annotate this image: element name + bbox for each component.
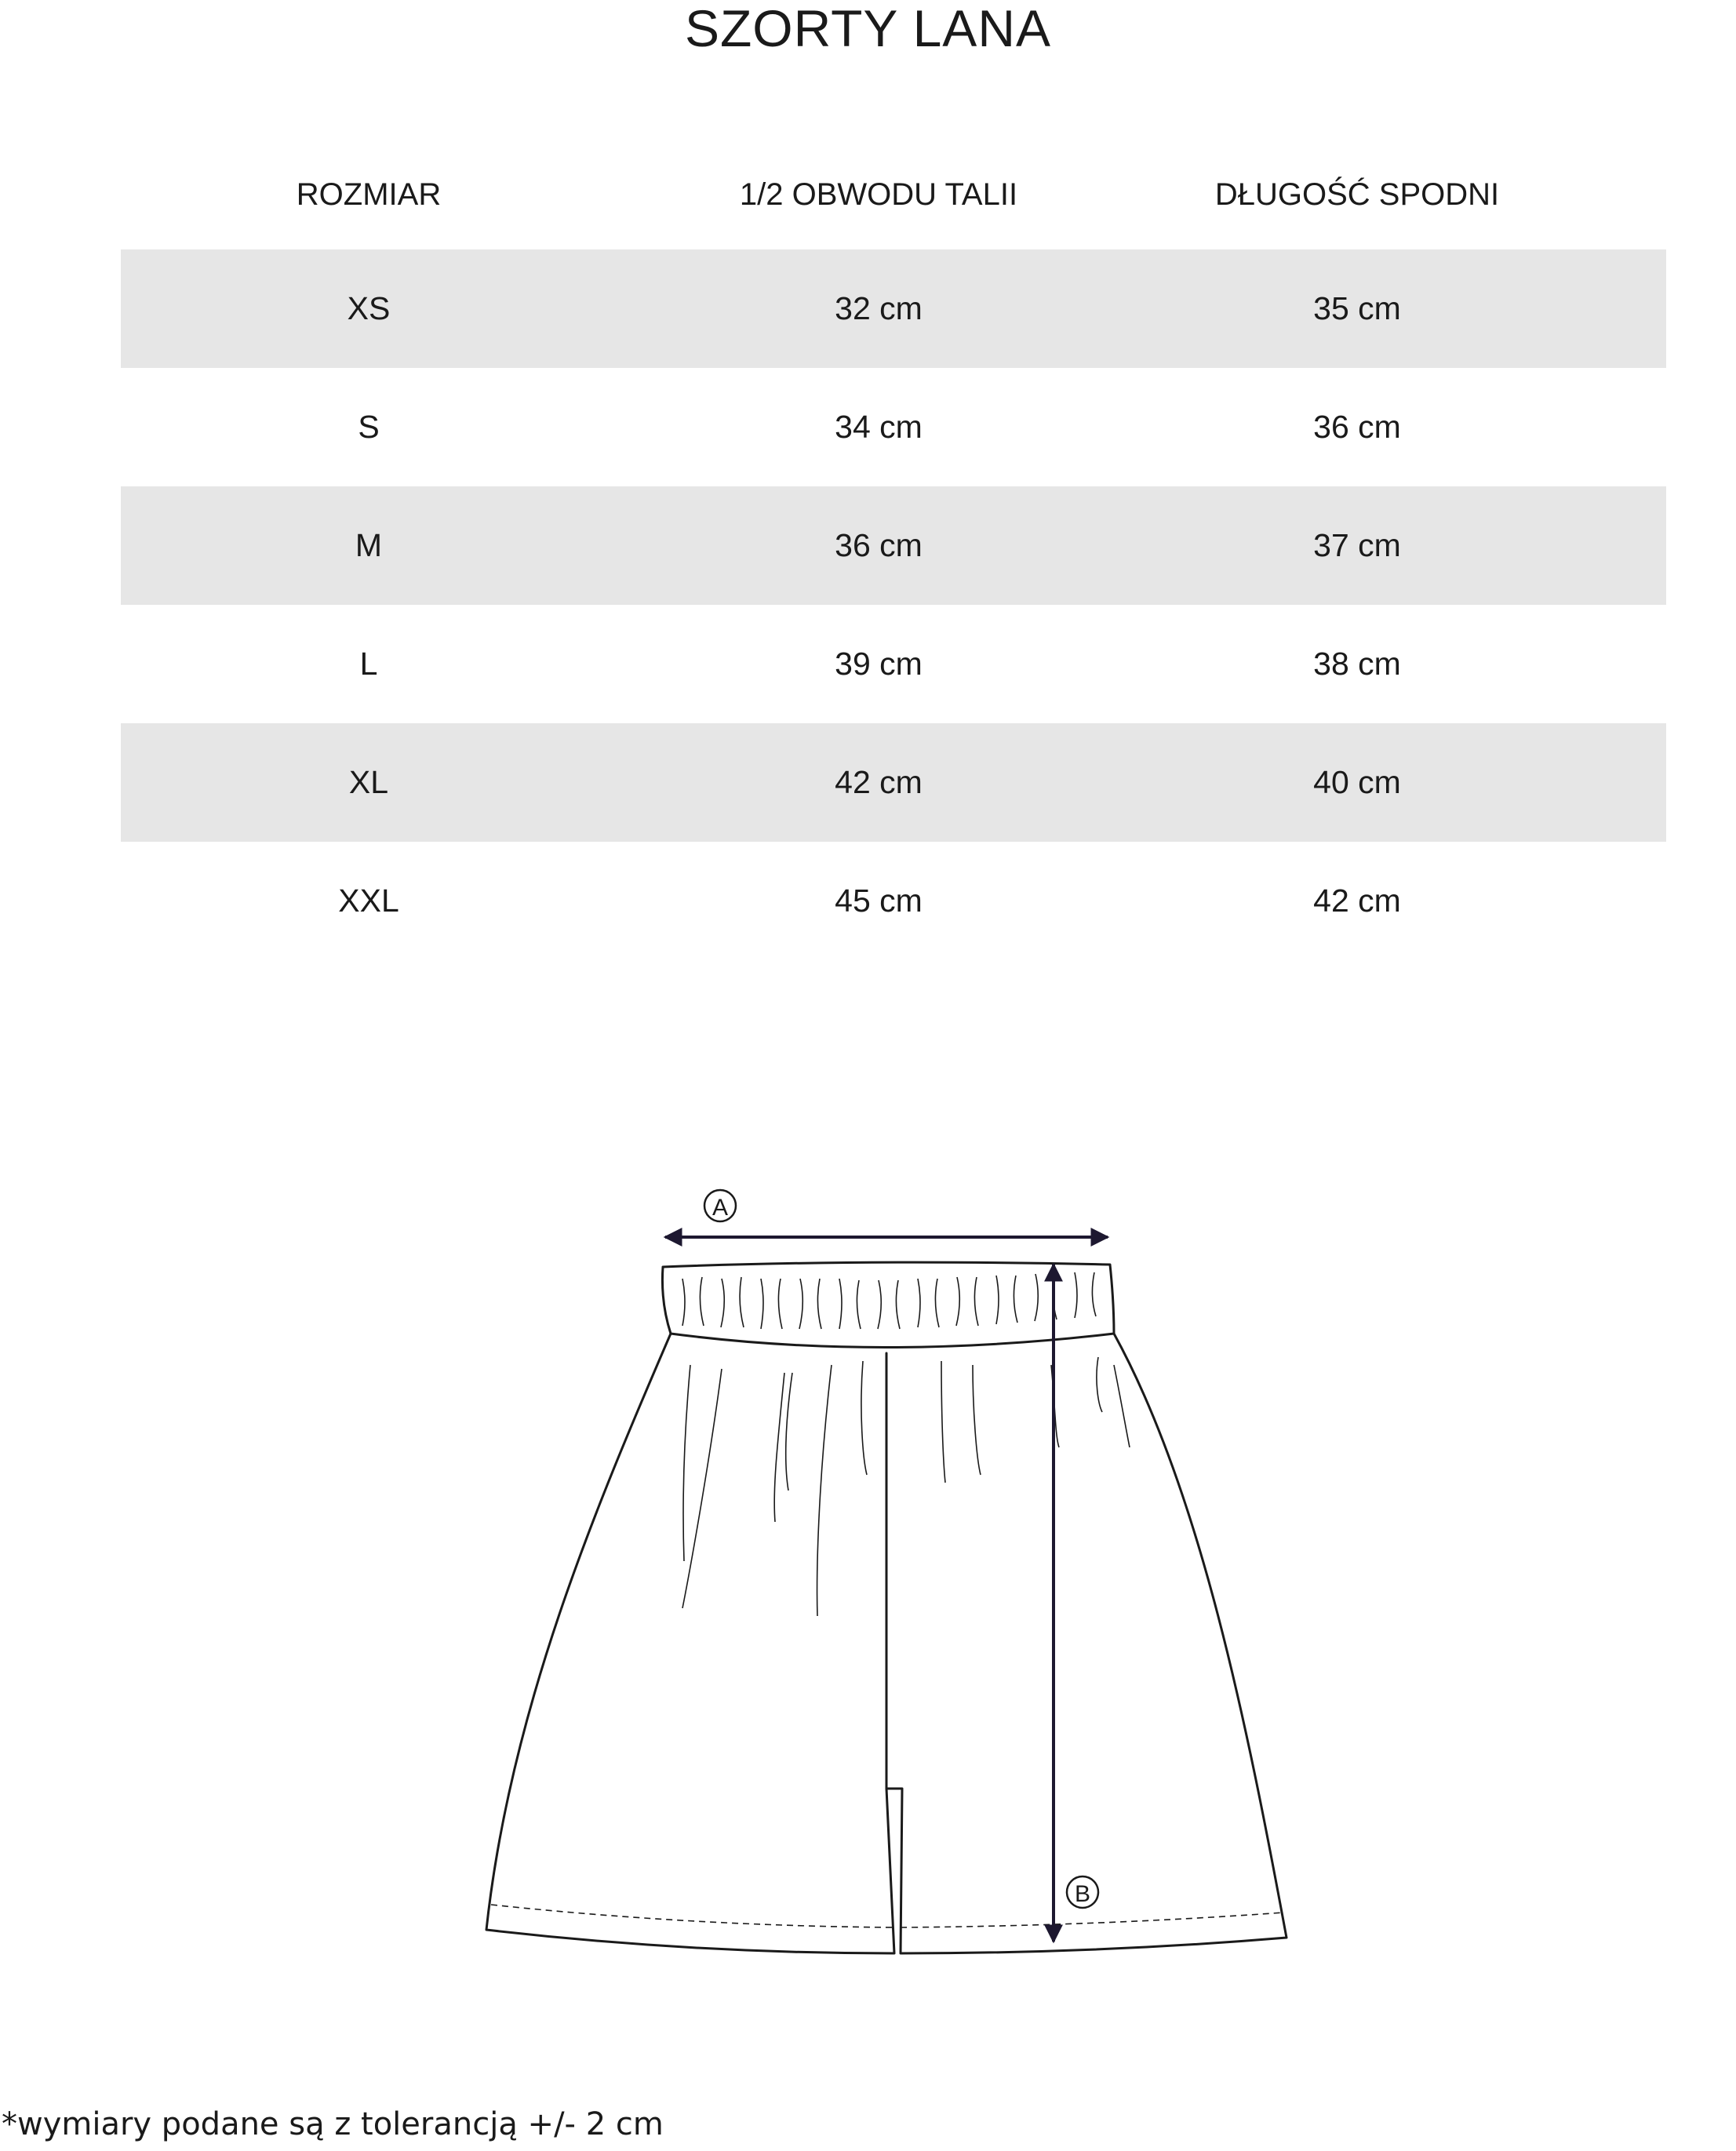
waist-cell: 45 cm [835,883,923,919]
fabric-folds [682,1357,1130,1616]
page-title: SZORTY LANA [684,0,1052,57]
hem-stitching [491,1905,1283,1927]
length-cell: 42 cm [1313,883,1401,919]
table-row [121,723,1666,842]
waist-cell: 34 cm [835,409,923,445]
shorts-outline [486,1262,1287,1953]
label-b: B [1074,1881,1091,1907]
column-header-size: ROZMIAR [296,177,442,212]
waist-cell: 32 cm [835,290,923,326]
waist-cell: 36 cm [835,527,923,563]
table-row [121,368,1666,486]
table-row [121,249,1666,368]
size-cell: L [359,646,378,682]
waist-cell: 42 cm [835,764,923,800]
table-row [121,605,1666,723]
length-cell: 37 cm [1313,527,1401,563]
label-a: A [712,1195,729,1221]
size-table [121,249,1666,960]
length-cell: 35 cm [1313,290,1401,326]
size-cell: XL [348,764,389,800]
size-cell: XS [347,290,391,326]
waistband-gathers [682,1272,1096,1329]
size-cell: M [355,527,383,563]
shorts-diagram [471,1177,1302,1977]
length-cell: 38 cm [1313,646,1401,682]
waist-cell: 39 cm [835,646,923,682]
column-header-waist: 1/2 OBWODU TALII [739,177,1018,212]
length-cell: 36 cm [1313,409,1401,445]
table-row [121,486,1666,605]
length-cell: 40 cm [1313,764,1401,800]
table-row [121,842,1666,960]
tolerance-note: *wymiary podane są z tolerancją +/- 2 cm [2,2106,664,2142]
column-header-length: DŁUGOŚĆ SPODNI [1214,177,1500,212]
size-cell: S [358,409,380,445]
size-cell: XXL [338,883,399,919]
